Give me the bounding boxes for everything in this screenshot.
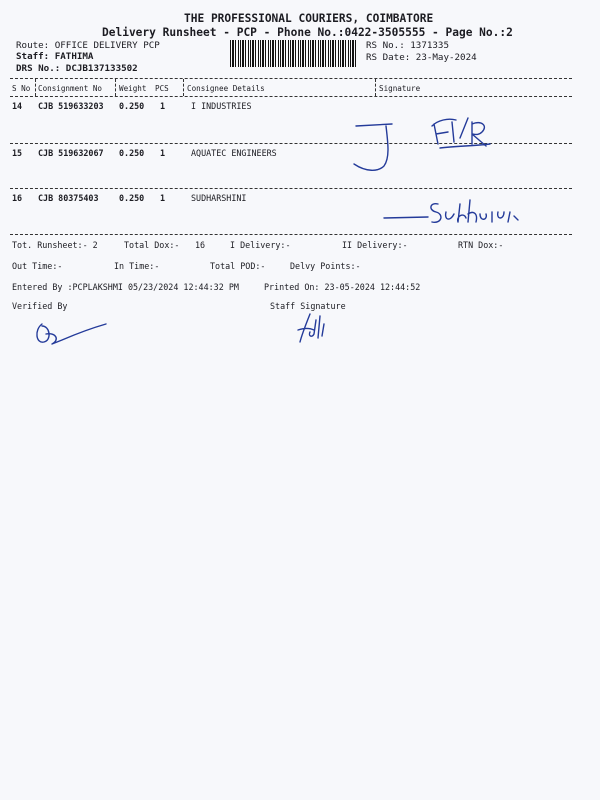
row-rule [10,188,572,189]
handwritten-mark [350,118,410,178]
verified-by-label: Verified By [12,301,68,311]
out-time: Out Time:- [12,261,63,271]
company-name: THE PROFESSIONAL COURIERS, COIMBATORE [184,12,434,25]
tot-runsheet: Tot. Runsheet:- 2 [12,240,98,250]
col-header-signature: Signature [379,84,421,93]
route-label: Route: OFFICE DELIVERY PCP [16,40,160,51]
handwritten-signature [380,196,540,232]
table-header-rule [10,96,572,97]
delvy-points: Delvy Points:- [290,261,361,271]
ii-delivery: II Delivery:- [342,240,408,250]
col-divider [35,79,36,96]
col-divider [183,79,184,96]
total-dox-value: 16 [195,240,206,250]
runsheet-title: Delivery Runsheet - PCP - Phone No.:0422-3505555 - Page No.:2 [102,26,513,39]
staff-signature-label: Staff Signature [270,301,346,311]
drs-number: DRS No.: DCJB137133502 [16,63,138,74]
table-top-rule [10,78,572,79]
row-consignee: AQUATEC ENGINEERS [191,148,277,158]
row-pcs: 1 [160,148,166,158]
row-consignment: CJB 519632067 [38,148,104,158]
row-consignee: I INDUSTRIES [191,101,252,111]
verified-signature [32,318,112,348]
entered-by: Entered By :PCPLAKSHMI 05/23/2024 12:44:32 PM [12,282,239,292]
row-weight: 0.250 [119,101,145,111]
in-time: In Time:- [114,261,160,271]
rs-date: RS Date: 23-May-2024 [366,52,477,63]
handwritten-signature [428,108,498,152]
col-divider [115,79,116,96]
row-weight: 0.250 [119,148,145,158]
row-sno: 16 [12,193,23,203]
col-header-weight: Weight [119,84,147,93]
row-consignee: SUDHARSHINI [191,193,247,203]
rs-number: RS No.: 1371335 [366,40,449,51]
col-header-pcs: PCS [155,84,169,93]
col-header-sno: S No [12,84,31,93]
row-consignment: CJB 519633203 [38,101,104,111]
staff-signature [292,310,332,346]
row-weight: 0.250 [119,193,145,203]
total-dox-label: Total Dox:- [124,240,180,250]
row-pcs: 1 [160,101,166,111]
row-sno: 15 [12,148,23,158]
row-sno: 14 [12,101,23,111]
rtn-dox: RTN Dox:- [458,240,504,250]
col-header-consignment: Consignment No [38,84,103,93]
total-pod: Total POD:- [210,261,266,271]
staff-label: Staff: FATHIMA [16,51,94,62]
barcode [230,40,358,67]
row-pcs: 1 [160,193,166,203]
table-bottom-rule [10,234,572,235]
row-consignment: CJB 80375403 [38,193,99,203]
i-delivery: I Delivery:- [230,240,291,250]
printed-on: Printed On: 23-05-2024 12:44:52 [264,282,421,292]
col-divider [375,79,376,96]
col-header-consignee: Consignee Details [187,84,265,93]
